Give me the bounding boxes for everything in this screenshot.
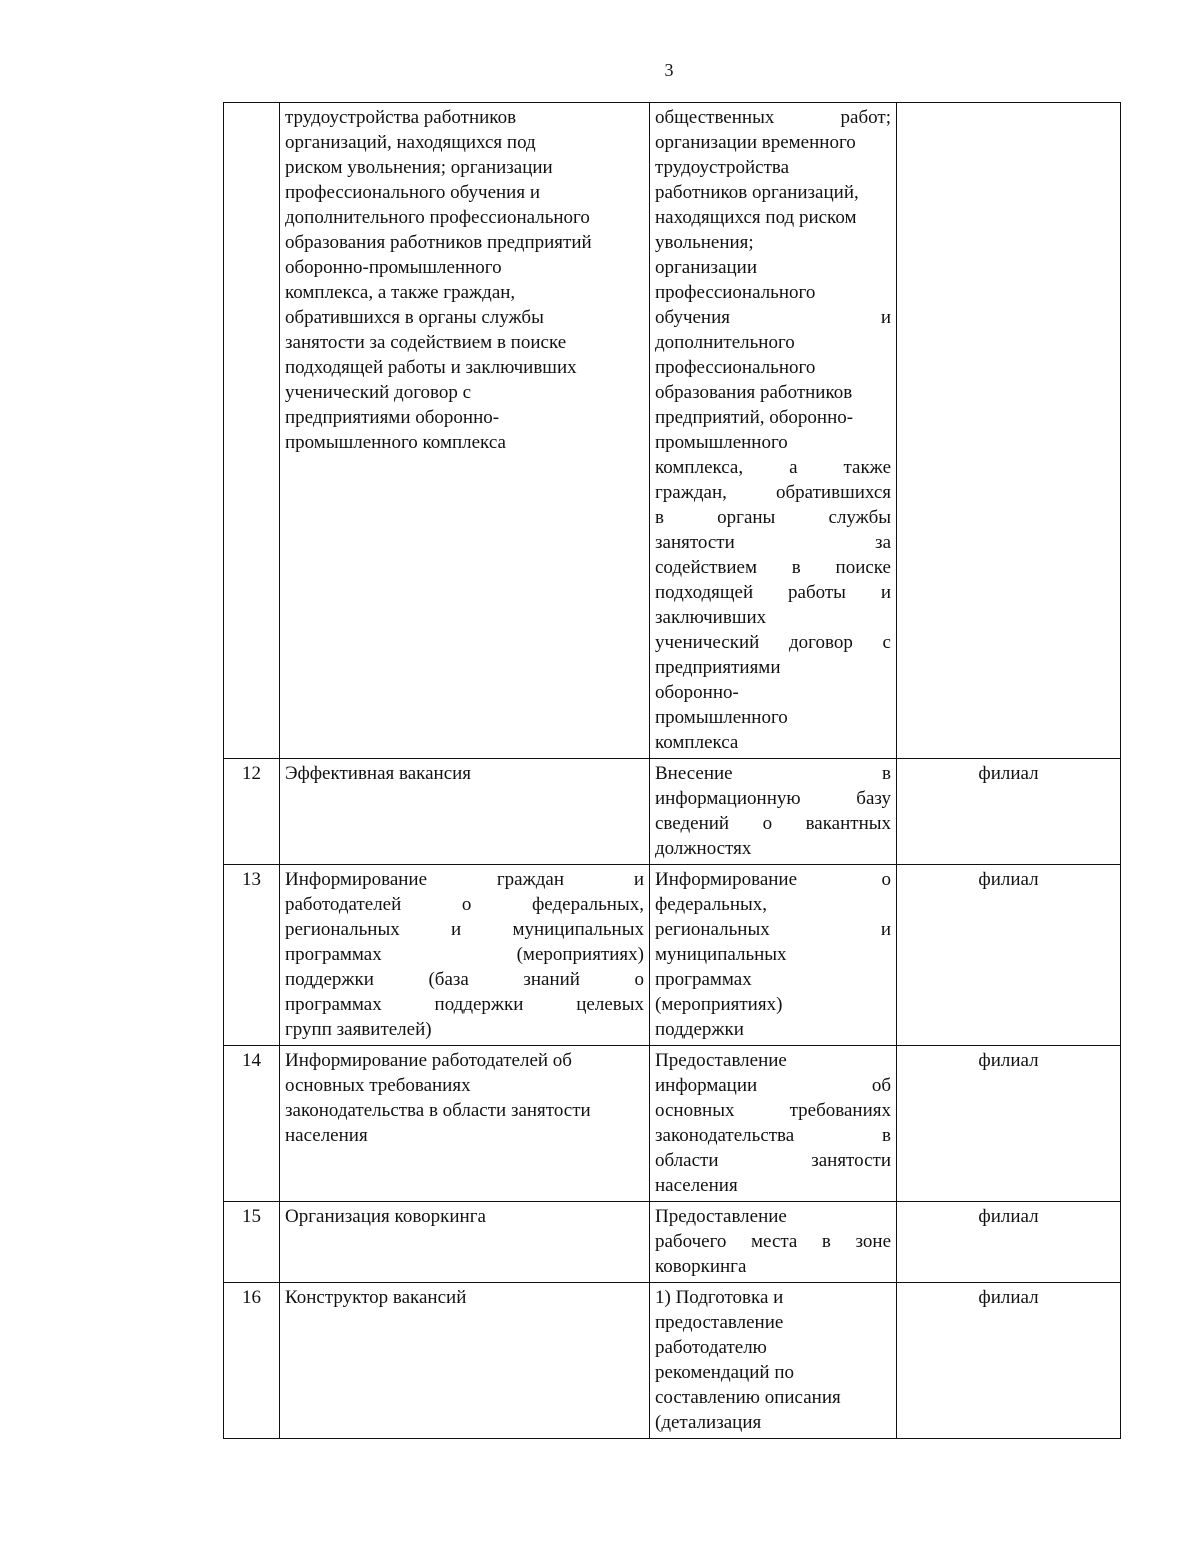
service-content-line: региональных и <box>655 919 891 940</box>
service-content-line: коворкинга <box>655 1256 747 1277</box>
service-content-line: общественных работ; <box>655 107 891 128</box>
service-content-line: организации временного <box>655 132 856 153</box>
service-content-line: содействием в поиске <box>655 557 891 578</box>
responsible-office <box>897 103 1121 759</box>
service-content-line: основных требованиях <box>655 1100 891 1121</box>
service-name-line: комплекса, а также граждан, <box>285 282 516 303</box>
service-content-line: комплекса <box>655 732 739 753</box>
service-name-cell <box>280 759 650 865</box>
service-content-line: рабочего места в зоне <box>655 1231 891 1252</box>
service-content-cell <box>650 759 897 865</box>
service-content-line: населения <box>655 1175 738 1196</box>
service-name-line: организаций, находящихся под <box>285 132 536 153</box>
service-name-line: образования работников предприятий <box>285 232 592 253</box>
service-name-line: программах поддержки целевых <box>285 994 644 1015</box>
row-number <box>224 103 280 759</box>
service-content-line: сведений о вакантных <box>655 813 891 834</box>
table-row <box>224 1046 1121 1202</box>
service-name-line: промышленного комплекса <box>285 432 506 453</box>
service-content-line: трудоустройства <box>655 157 790 178</box>
service-name-line: Эффективная вакансия <box>285 763 472 784</box>
service-name-line: программах (мероприятиях) <box>285 944 644 965</box>
service-content-line: в органы службы <box>655 507 891 528</box>
responsible-office: филиал <box>897 1283 1121 1439</box>
service-content-line: промышленного <box>655 432 788 453</box>
service-content-line: предприятиями <box>655 657 781 678</box>
responsible-office: филиал <box>897 759 1121 865</box>
responsible-office: филиал <box>897 1202 1121 1283</box>
service-name-line: Организация коворкинга <box>285 1206 486 1227</box>
service-content-cell <box>650 1046 897 1202</box>
service-content-line: заключивших <box>655 607 767 628</box>
service-content-line: дополнительного <box>655 332 795 353</box>
service-name-line: обратившихся в органы службы <box>285 307 544 328</box>
service-content-line: комплекса, а также <box>655 457 891 478</box>
service-name-line: поддержки (база знаний о <box>285 969 644 990</box>
service-name-line: основных требованиях <box>285 1075 471 1096</box>
service-content-line: подходящей работы и <box>655 582 891 603</box>
service-name-line: ученический договор с <box>285 382 472 403</box>
service-content-line: Предоставление <box>655 1050 787 1071</box>
service-name-cell <box>280 1283 650 1439</box>
service-content-line: оборонно- <box>655 682 739 703</box>
service-name-line: населения <box>285 1125 368 1146</box>
service-name-line: законодательства в области занятости <box>285 1100 591 1121</box>
table-body <box>224 103 1121 1439</box>
service-content-line: ученический договор с <box>655 632 891 653</box>
page-number: 3 <box>664 60 674 80</box>
table-row <box>224 1202 1121 1283</box>
service-name-line: подходящей работы и заключивших <box>285 357 577 378</box>
service-content-line: профессионального <box>655 282 816 303</box>
service-content-line: программах <box>655 969 752 990</box>
service-content-line: образования работников <box>655 382 853 403</box>
service-content-line: Предоставление <box>655 1206 787 1227</box>
service-name-line: занятости за содействием в поиске <box>285 332 567 353</box>
service-content-line: увольнения; <box>655 232 754 253</box>
service-name-line: оборонно-промышленного <box>285 257 502 278</box>
table-row <box>224 759 1121 865</box>
service-name-cell <box>280 1202 650 1283</box>
service-content-line: находящихся под риском <box>655 207 857 228</box>
row-number: 12 <box>224 759 280 865</box>
service-content-line: муниципальных <box>655 944 787 965</box>
service-content-line: информации об <box>655 1075 891 1096</box>
service-content-line: граждан, обратившихся <box>655 482 891 503</box>
service-content-line: организации <box>655 257 758 278</box>
table-row <box>224 1283 1121 1439</box>
service-content-line: предприятий, оборонно- <box>655 407 854 428</box>
row-number: 13 <box>224 865 280 1046</box>
service-content-line: профессионального <box>655 357 816 378</box>
service-content-line: рекомендаций по <box>655 1362 794 1383</box>
service-name-line: Информирование работодателей об <box>285 1050 572 1071</box>
service-content-line: информационную базу <box>655 788 891 809</box>
service-content-line: (мероприятиях) <box>655 994 783 1015</box>
service-name-line: региональных и муниципальных <box>285 919 644 940</box>
service-name-line: трудоустройства работников <box>285 107 517 128</box>
service-name-cell <box>280 1046 650 1202</box>
responsible-office: филиал <box>897 1046 1121 1202</box>
service-content-line: 1) Подготовка и <box>655 1287 784 1308</box>
service-name-line: предприятиями оборонно- <box>285 407 500 428</box>
services-table <box>223 102 1121 1439</box>
service-name-line: работодателей о федеральных, <box>285 894 644 915</box>
responsible-office: филиал <box>897 865 1121 1046</box>
service-content-line: законодательства в <box>655 1125 891 1146</box>
table-row <box>224 103 1121 759</box>
service-content-line: промышленного <box>655 707 788 728</box>
service-content-cell <box>650 1202 897 1283</box>
service-name-cell <box>280 865 650 1046</box>
service-content-line: занятости за <box>655 532 891 553</box>
service-content-cell <box>650 865 897 1046</box>
service-content-line: предоставление <box>655 1312 784 1333</box>
service-content-line: обучения и <box>655 307 891 328</box>
row-number: 14 <box>224 1046 280 1202</box>
service-content-line: федеральных, <box>655 894 768 915</box>
service-content-line: должностях <box>655 838 752 859</box>
service-content-line: области занятости <box>655 1150 891 1171</box>
service-content-line: поддержки <box>655 1019 744 1040</box>
service-name-line: риском увольнения; организации <box>285 157 553 178</box>
service-content-line: Внесение в <box>655 763 891 784</box>
service-content-line: работников организаций, <box>655 182 859 203</box>
service-content-cell <box>650 103 897 759</box>
service-content-line: (детализация <box>655 1412 762 1433</box>
service-name-line: Информирование граждан и <box>285 869 644 890</box>
row-number: 15 <box>224 1202 280 1283</box>
service-content-line: составлению описания <box>655 1387 841 1408</box>
service-content-line: работодателю <box>655 1337 767 1358</box>
service-name-line: дополнительного профессионального <box>285 207 590 228</box>
service-name-line: Конструктор вакансий <box>285 1287 467 1308</box>
service-content-cell <box>650 1283 897 1439</box>
service-content-line: Информирование о <box>655 869 891 890</box>
table-row <box>224 865 1121 1046</box>
row-number: 16 <box>224 1283 280 1439</box>
service-name-cell <box>280 103 650 759</box>
service-name-line: групп заявителей) <box>285 1019 432 1040</box>
service-name-line: профессионального обучения и <box>285 182 540 203</box>
